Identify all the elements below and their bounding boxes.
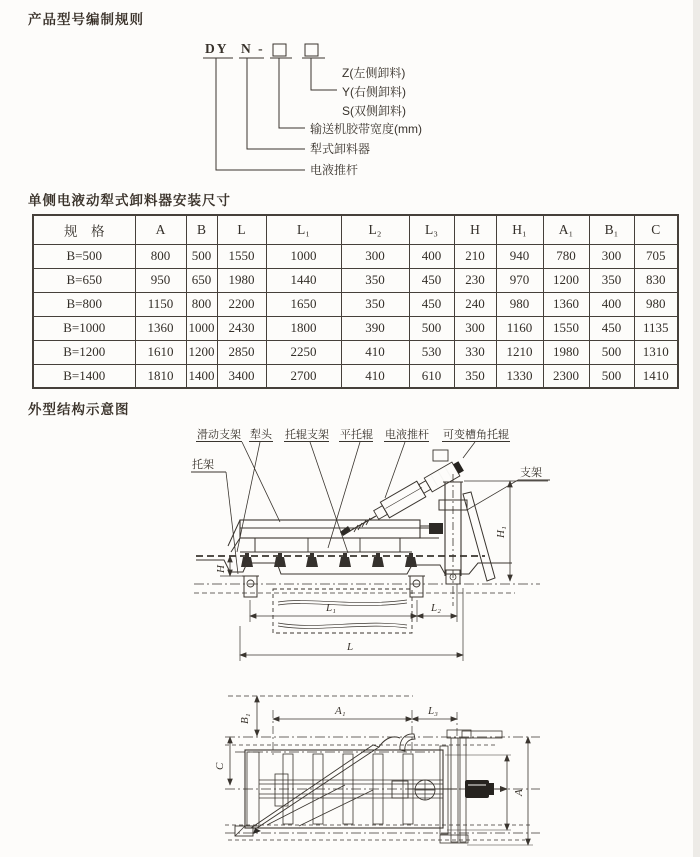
dim-l: L (347, 641, 354, 653)
dim-cell: 830 (634, 268, 678, 292)
dim-l1: L₁ (326, 602, 336, 614)
dim-cell: 1650 (266, 292, 341, 316)
spec-cell: B=1000 (33, 316, 135, 340)
dim-cell: 950 (135, 268, 186, 292)
dim-cell: 350 (341, 268, 409, 292)
dim-cell: 500 (186, 244, 217, 268)
dim-cell: 500 (589, 340, 634, 364)
column-header: C (634, 215, 678, 244)
dim-cell: 300 (454, 316, 496, 340)
spec-cell: B=650 (33, 268, 135, 292)
dim-cell: 450 (409, 292, 454, 316)
dim-a1: A₁ (335, 705, 346, 717)
dim-cell: 1310 (634, 340, 678, 364)
label-support: 支架 (520, 467, 542, 479)
dim-b1: B₁ (239, 713, 251, 724)
dim-cell: 2250 (266, 340, 341, 364)
dim-cell: 1980 (217, 268, 266, 292)
section-title-install-dims: 单侧电液动犁式卸料器安装尺寸 (28, 193, 231, 208)
dim-cell: 300 (589, 244, 634, 268)
column-header: A (135, 215, 186, 244)
dim-cell: 650 (186, 268, 217, 292)
column-header: L₁ (266, 215, 341, 244)
table-row (33, 364, 678, 388)
carrier-brackets (242, 576, 425, 597)
section-title-outline: 外型结构示意图 (28, 402, 130, 417)
model-type-code: N - (241, 41, 265, 56)
table-row (33, 268, 678, 292)
dim-cell: 940 (496, 244, 543, 268)
dim-cell: 1360 (135, 316, 186, 340)
connector-belt-width (279, 58, 305, 128)
label-double-discharge: S(双侧卸料) (342, 104, 406, 118)
connector-plow (247, 58, 305, 149)
dim-cell: 390 (341, 316, 409, 340)
drive-unit (392, 730, 507, 843)
column-header: B₁ (589, 215, 634, 244)
dim-cell: 1210 (496, 340, 543, 364)
column-header: H (454, 215, 496, 244)
side-view-drawing (180, 426, 620, 678)
dim-cell: 2300 (543, 364, 589, 388)
dim-cell: 1810 (135, 364, 186, 388)
dim-cell: 400 (409, 244, 454, 268)
dim-cell: 1550 (543, 316, 589, 340)
machine-body (228, 520, 439, 552)
label-idler-bracket: 托辊支架 (285, 429, 329, 441)
dim-cell: 2700 (266, 364, 341, 388)
dim-a: A (513, 789, 525, 796)
dim-cell: 1200 (543, 268, 589, 292)
model-box-1 (273, 44, 286, 56)
model-code-diagram (185, 36, 485, 186)
column-header: H₁ (496, 215, 543, 244)
dim-h: H (215, 565, 227, 573)
dim-cell: 1150 (135, 292, 186, 316)
dim-cell: 2430 (217, 316, 266, 340)
motor (465, 780, 489, 798)
dim-cell: 530 (409, 340, 454, 364)
dim-cell: 980 (634, 292, 678, 316)
table-row (33, 244, 678, 268)
dim-cell: 230 (454, 268, 496, 292)
dim-cell: 500 (409, 316, 454, 340)
dimensions-table (32, 214, 679, 389)
dim-cell: 1000 (266, 244, 341, 268)
spec-cell: B=800 (33, 292, 135, 316)
dim-cell: 410 (341, 364, 409, 388)
label-left-discharge: Z(左侧卸料) (342, 66, 406, 80)
dim-cell: 1980 (543, 340, 589, 364)
dim-cell: 1000 (186, 316, 217, 340)
dim-cell: 610 (409, 364, 454, 388)
model-box-2 (305, 44, 318, 56)
dim-cell: 1330 (496, 364, 543, 388)
connector-side-option (311, 58, 337, 90)
label-electro-hydraulic-pusher: 电液推杆 (310, 163, 359, 177)
dim-l2: L₂ (431, 602, 441, 614)
dim-cell: 800 (186, 292, 217, 316)
connector-pusher (216, 58, 305, 170)
dim-cell: 240 (454, 292, 496, 316)
dim-cell: 350 (454, 364, 496, 388)
dim-cell: 330 (454, 340, 496, 364)
dim-cell: 300 (341, 244, 409, 268)
column-header: L₃ (409, 215, 454, 244)
column-header: B (186, 215, 217, 244)
dimension-lines (215, 481, 548, 661)
label-sliding-bracket: 滑动支架 (197, 429, 241, 441)
label-plow-head: 犁头 (250, 429, 272, 441)
label-belt-width: 输送机胶带宽度(mm) (310, 122, 422, 136)
column-header: A₁ (543, 215, 589, 244)
dim-c: C (214, 762, 226, 770)
spec-cell: B=500 (33, 244, 135, 268)
dim-cell: 1200 (186, 340, 217, 364)
dim-cell: 1550 (217, 244, 266, 268)
dim-h1: H₁ (495, 526, 507, 538)
table-header-row (33, 215, 678, 244)
dim-cell: 1160 (496, 316, 543, 340)
dim-cell: 210 (454, 244, 496, 268)
table-row (33, 340, 678, 364)
label-flat-idler: 平托辊 (340, 429, 373, 441)
table-row (33, 316, 678, 340)
dim-cell: 1410 (634, 364, 678, 388)
dim-l3: L₃ (428, 705, 438, 717)
scan-edge (693, 0, 700, 857)
column-header: L₂ (341, 215, 409, 244)
label-variable-idler: 可变槽角托辊 (443, 429, 509, 441)
label-carrier: 托架 (192, 459, 214, 471)
dim-cell: 2850 (217, 340, 266, 364)
dim-cell: 350 (341, 292, 409, 316)
dim-cell: 1135 (634, 316, 678, 340)
plan-view-drawing (195, 688, 565, 856)
dim-cell: 500 (589, 364, 634, 388)
spec-cell: B=1200 (33, 340, 135, 364)
dim-cell: 410 (341, 340, 409, 364)
dim-cell: 400 (589, 292, 634, 316)
table-row (33, 292, 678, 316)
dim-cell: 780 (543, 244, 589, 268)
dim-cell: 800 (135, 244, 186, 268)
dim-cell: 450 (589, 316, 634, 340)
dim-cell: 1360 (543, 292, 589, 316)
dim-cell: 1800 (266, 316, 341, 340)
dim-cell: 1610 (135, 340, 186, 364)
dim-cell: 2200 (217, 292, 266, 316)
column-header: L (217, 215, 266, 244)
dimension-lines (214, 696, 533, 845)
dim-cell: 350 (589, 268, 634, 292)
dim-cell: 450 (409, 268, 454, 292)
dim-cell: 3400 (217, 364, 266, 388)
label-plow-unloader: 犁式卸料器 (310, 142, 371, 156)
label-pusher: 电液推杆 (385, 429, 429, 441)
label-right-discharge: Y(右侧卸料) (342, 85, 406, 99)
section-title-model-rules: 产品型号编制规则 (28, 12, 144, 27)
dim-cell: 970 (496, 268, 543, 292)
dim-cell: 1400 (186, 364, 217, 388)
spec-cell: B=1400 (33, 364, 135, 388)
dim-cell: 1440 (266, 268, 341, 292)
dim-cell: 705 (634, 244, 678, 268)
idler-rollers (241, 553, 417, 567)
column-header: 规 格 (33, 215, 135, 244)
model-prefix: DY (205, 41, 229, 56)
dim-cell: 980 (496, 292, 543, 316)
plow-blade (235, 734, 415, 836)
support-frame (420, 474, 495, 606)
